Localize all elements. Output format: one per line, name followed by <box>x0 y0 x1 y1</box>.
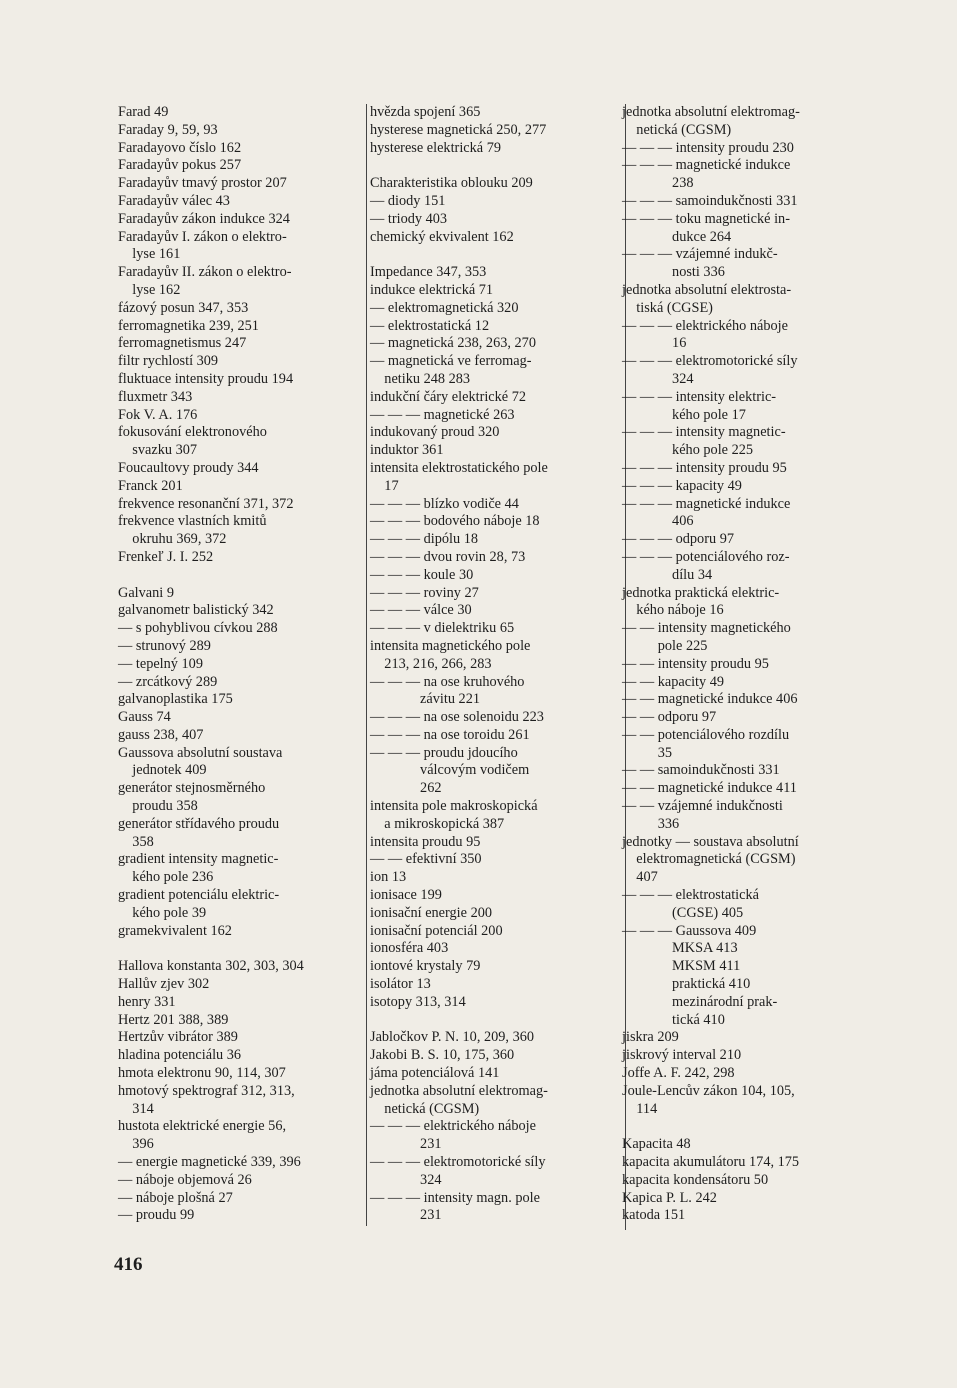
index-entry: chemický ekvivalent 162 <box>370 228 514 245</box>
index-entry: kého pole 225 <box>622 442 754 459</box>
index-entry: netická (CGSM) <box>622 121 732 138</box>
index-entry: — — — intensity elektric- <box>622 388 777 405</box>
index-entry: Franck 201 <box>118 477 183 494</box>
index-entry: — — — dvou rovin 28, 73 <box>370 548 526 565</box>
index-entry: ionosféra 403 <box>370 940 449 957</box>
index-entry: Faradayův II. zákon o elektro- <box>118 264 292 281</box>
section-gap <box>118 567 363 585</box>
index-entry: — triody 403 <box>370 210 448 227</box>
index-entry: intensita elektrostatického pole <box>370 459 548 476</box>
index-entry: — strunový 289 <box>118 637 211 654</box>
index-entry: 35 <box>622 744 673 761</box>
index-entry: — — potenciálového rozdílu <box>622 726 790 743</box>
index-entry: 406 <box>622 513 694 530</box>
column-divider <box>366 104 367 1226</box>
index-entry: — — — na ose solenoidu 223 <box>370 709 544 726</box>
index-entry: — — — elektromotorické síly <box>622 353 798 370</box>
index-entry: Joule-Lencův zákon 104, 105, <box>622 1082 795 1099</box>
index-entry: elektromagnetická (CGSM) <box>622 851 796 868</box>
index-entry: hladina potenciálu 36 <box>118 1047 242 1064</box>
index-entry: — — — kapacity 49 <box>622 477 742 494</box>
index-entry: tiská (CGSE) <box>622 299 713 316</box>
index-entry: hmotový spektrograf 312, 313, <box>118 1082 295 1099</box>
index-entry: frekvence resonanční 371, 372 <box>118 495 294 512</box>
index-entry: — — odporu 97 <box>622 709 717 726</box>
index-entry: 324 <box>622 370 694 387</box>
index-column-3 <box>622 104 877 1225</box>
index-entry: iontové krystaly 79 <box>370 958 481 975</box>
index-entry: svazku 307 <box>118 442 198 459</box>
index-entry: — — — elektrostatická <box>622 887 759 904</box>
index-entry: — — — válce 30 <box>370 602 472 619</box>
section-gap <box>370 246 622 264</box>
index-entry: okruhu 369, 372 <box>118 531 227 548</box>
index-entry: — náboje plošná 27 <box>118 1189 233 1206</box>
index-entry: — energie magnetické 339, 396 <box>118 1154 301 1171</box>
index-entry: — — — odporu 97 <box>622 531 734 548</box>
index-entry: — — — v dielektriku 65 <box>370 620 515 637</box>
index-entry: galvanometr balistický 342 <box>118 602 274 619</box>
index-entry: mezinárodní prak- <box>622 993 778 1010</box>
index-entry: ionisační potenciál 200 <box>370 922 503 939</box>
index-entry: Kapacita 48 <box>622 1136 691 1153</box>
index-column-2 <box>370 104 622 1225</box>
index-entry: — — efektivní 350 <box>370 851 482 868</box>
index-entry: intensita magnetického pole <box>370 637 531 654</box>
index-entry: — magnetická ve ferromag- <box>370 353 532 370</box>
index-entry: MKSA 413 <box>622 940 738 957</box>
index-entry: Hertz 201 388, 389 <box>118 1011 229 1028</box>
index-entry: — — — magnetické 263 <box>370 406 515 423</box>
index-entry: kého pole 39 <box>118 904 207 921</box>
index-entry: proudu 358 <box>118 798 198 815</box>
index-entry: Gauss 74 <box>118 709 171 726</box>
index-entry: Joffe A. F. 242, 298 <box>622 1065 735 1082</box>
index-entry: netická (CGSM) <box>370 1100 480 1117</box>
index-entry: 17 <box>370 477 399 494</box>
index-entry: — — — Gaussova 409 <box>622 922 757 939</box>
index-entry: — — — koule 30 <box>370 566 474 583</box>
index-entry: Gaussova absolutní soustava <box>118 744 283 761</box>
index-entry: — — — intensity magnetic- <box>622 424 786 441</box>
index-entry: gradient intensity magnetic- <box>118 851 279 868</box>
index-entry: kého pole 17 <box>622 406 746 423</box>
index-entry: filtr rychlostí 309 <box>118 353 219 370</box>
index-entry: jiskrový interval 210 <box>622 1047 742 1064</box>
index-entry: Faradayův zákon indukce 324 <box>118 210 290 227</box>
index-entry: intensita proudu 95 <box>370 833 481 850</box>
index-entry: závitu 221 <box>370 691 480 708</box>
index-entry: gradient potenciálu elektric- <box>118 887 280 904</box>
index-entry: — — intensity magnetického <box>622 620 791 637</box>
index-entry: dílu 34 <box>622 566 713 583</box>
index-entry: Foucaultovy proudy 344 <box>118 459 259 476</box>
index-entry: kého náboje 16 <box>622 602 724 619</box>
section-gap <box>370 157 622 175</box>
index-entry: hmota elektronu 90, 114, 307 <box>118 1065 286 1082</box>
index-entry: 314 <box>118 1100 154 1117</box>
index-entry: — — vzájemné indukčnosti <box>622 798 783 815</box>
index-entry: hysterese elektrická 79 <box>370 139 501 156</box>
index-entry: — — — potenciálového roz- <box>622 548 790 565</box>
index-entry: Farad 49 <box>118 104 169 120</box>
index-entry: — diody 151 <box>370 192 446 209</box>
index-entry: generátor stejnosměrného <box>118 780 266 797</box>
index-entry: nosti 336 <box>622 264 725 281</box>
section-gap <box>622 1118 877 1136</box>
index-entry: jednotek 409 <box>118 762 207 779</box>
index-entry: a mikroskopická 387 <box>370 815 505 832</box>
index-entry: Galvani 9 <box>118 584 174 601</box>
index-entry: — — magnetické indukce 411 <box>622 780 797 797</box>
index-entry: frekvence vlastních kmitů <box>118 513 267 530</box>
index-entry: — — — proudu jdoucího <box>370 744 518 761</box>
index-entry: Faraday 9, 59, 93 <box>118 121 218 138</box>
index-entry: válcovým vodičem <box>370 762 530 779</box>
index-entry: — proudu 99 <box>118 1207 195 1224</box>
index-entry: — — — toku magnetické in- <box>622 210 790 227</box>
index-entry: induktor 361 <box>370 442 444 459</box>
index-entry: 396 <box>118 1136 154 1153</box>
index-entry: hvězda spojení 365 <box>370 104 481 120</box>
index-entry: jednotka absolutní elektromag- <box>622 104 800 120</box>
index-entry: intensita pole makroskopická <box>370 798 538 815</box>
index-entry: jiskra 209 <box>622 1029 679 1046</box>
index-entry: — — — samoindukčnosti 331 <box>622 192 798 209</box>
index-entry: — — — intensity magn. pole <box>370 1189 540 1206</box>
index-entry: 238 <box>622 175 694 192</box>
index-entry: fluxmetr 343 <box>118 388 193 405</box>
index-entry: dukce 264 <box>622 228 732 245</box>
index-entry: 213, 216, 266, 283 <box>370 655 492 672</box>
index-entry: Impedance 347, 353 <box>370 264 487 281</box>
index-entry: Faradayův válec 43 <box>118 192 230 209</box>
index-entry: gramekvivalent 162 <box>118 922 232 939</box>
index-entry: lyse 161 <box>118 246 181 263</box>
index-entry: — elektromagnetická 320 <box>370 299 519 316</box>
index-entry: fokusování elektronového <box>118 424 267 441</box>
index-entry: jednotka praktická elektric- <box>622 584 780 601</box>
index-entry: kapacita akumulátoru 174, 175 <box>622 1154 800 1171</box>
index-entry: 231 <box>370 1207 442 1224</box>
index-entry: — — — elektrického náboje <box>622 317 788 334</box>
index-entry: ion 13 <box>370 869 407 886</box>
index-entry: kapacita kondensátoru 50 <box>622 1171 769 1188</box>
index-entry: — — — na ose kruhového <box>370 673 525 690</box>
index-entry: — — — na ose toroidu 261 <box>370 726 530 743</box>
index-entry: — — — elektromotorické síly <box>370 1154 546 1171</box>
index-entry: jáma potenciálová 141 <box>370 1065 500 1082</box>
index-entry: 262 <box>370 780 442 797</box>
index-entry: kého pole 236 <box>118 869 214 886</box>
index-entry: — magnetická 238, 263, 270 <box>370 335 536 352</box>
index-entry: Hertzův vibrátor 389 <box>118 1029 238 1046</box>
page-number: 416 <box>114 1254 143 1275</box>
index-entry: fázový posun 347, 353 <box>118 299 249 316</box>
index-entry: fluktuace intensity proudu 194 <box>118 370 294 387</box>
index-entry: jednotky — soustava absolutní <box>622 833 799 850</box>
index-entry: — — — blízko vodiče 44 <box>370 495 519 512</box>
index-entry: 114 <box>622 1100 658 1117</box>
index-entry: 16 <box>622 335 687 352</box>
index-entry: indukční čáry elektrické 72 <box>370 388 527 405</box>
index-entry: Faradayův pokus 257 <box>118 157 242 174</box>
index-entry: — — samoindukčnosti 331 <box>622 762 780 779</box>
section-gap <box>118 940 363 958</box>
index-entry: tická 410 <box>622 1011 725 1028</box>
index-entry: 407 <box>622 869 658 886</box>
index-entry: — zrcátkový 289 <box>118 673 218 690</box>
index-entry: ionisace 199 <box>370 887 442 904</box>
index-entry: Charakteristika oblouku 209 <box>370 175 533 192</box>
index-entry: ferromagnetika 239, 251 <box>118 317 259 334</box>
index-entry: — — — bodového náboje 18 <box>370 513 540 530</box>
index-column-1 <box>118 104 363 1225</box>
index-entry: 324 <box>370 1171 442 1188</box>
index-entry: galvanoplastika 175 <box>118 691 233 708</box>
index-entry: praktická 410 <box>622 976 751 993</box>
index-entry: — — — magnetické indukce <box>622 157 791 174</box>
index-entry: pole 225 <box>622 637 708 654</box>
index-entry: indukce elektrická 71 <box>370 281 494 298</box>
index-entry: Jakobi B. S. 10, 175, 360 <box>370 1047 515 1064</box>
index-entry: Hallova konstanta 302, 303, 304 <box>118 958 304 975</box>
index-entry: netiku 248 283 <box>370 370 471 387</box>
index-entry: ionisační energie 200 <box>370 904 493 921</box>
index-entry: — — — roviny 27 <box>370 584 479 601</box>
index-entry: jednotka absolutní elektromag- <box>370 1082 548 1099</box>
index-entry: — elektrostatická 12 <box>370 317 490 334</box>
index-entry: hustota elektrické energie 56, <box>118 1118 287 1135</box>
index-entry: — — — dipólu 18 <box>370 531 479 548</box>
index-entry: — — — elektrického náboje <box>370 1118 536 1135</box>
index-entry: — — magnetické indukce 406 <box>622 691 798 708</box>
index-entry: Faradayův tmavý prostor 207 <box>118 175 287 192</box>
index-entry: Faradayův I. zákon o elektro- <box>118 228 287 245</box>
index-entry: isotopy 313, 314 <box>370 993 466 1010</box>
index-entry: — náboje objemová 26 <box>118 1171 252 1188</box>
index-entry: 358 <box>118 833 154 850</box>
index-entry: Frenkeľ J. I. 252 <box>118 548 214 565</box>
index-entry: 336 <box>622 815 680 832</box>
index-entry: 231 <box>370 1136 442 1153</box>
index-entry: Faradayovo číslo 162 <box>118 139 242 156</box>
index-entry: ferromagnetismus 247 <box>118 335 247 352</box>
index-entry: hysterese magnetická 250, 277 <box>370 121 547 138</box>
index-entry: jednotka absolutní elektrosta- <box>622 281 792 298</box>
index-entry: MKSM 411 <box>622 958 741 975</box>
index-entry: — — — vzájemné indukč- <box>622 246 778 263</box>
index-entry: — tepelný 109 <box>118 655 203 672</box>
index-entry: indukovaný proud 320 <box>370 424 500 441</box>
index-entry: gauss 238, 407 <box>118 726 204 743</box>
index-entry: — — kapacity 49 <box>622 673 725 690</box>
index-entry: — — — intensity proudu 95 <box>622 459 787 476</box>
section-gap <box>370 1012 622 1030</box>
index-entry: henry 331 <box>118 993 176 1010</box>
index-entry: — — — intensity proudu 230 <box>622 139 794 156</box>
index-entry: generátor střídavého proudu <box>118 815 280 832</box>
index-entry: Jabločkov P. N. 10, 209, 360 <box>370 1029 535 1046</box>
index-entry: katoda 151 <box>622 1207 686 1224</box>
index-entry: lyse 162 <box>118 281 181 298</box>
index-entry: — s pohyblivou cívkou 288 <box>118 620 278 637</box>
index-entry: Kapica P. L. 242 <box>622 1189 717 1206</box>
index-entry: Fok V. A. 176 <box>118 406 198 423</box>
index-entry: isolátor 13 <box>370 976 431 993</box>
index-entry: — — intensity proudu 95 <box>622 655 769 672</box>
index-entry: (CGSE) 405 <box>622 904 744 921</box>
index-entry: — — — magnetické indukce <box>622 495 791 512</box>
index-entry: Hallův zjev 302 <box>118 976 210 993</box>
